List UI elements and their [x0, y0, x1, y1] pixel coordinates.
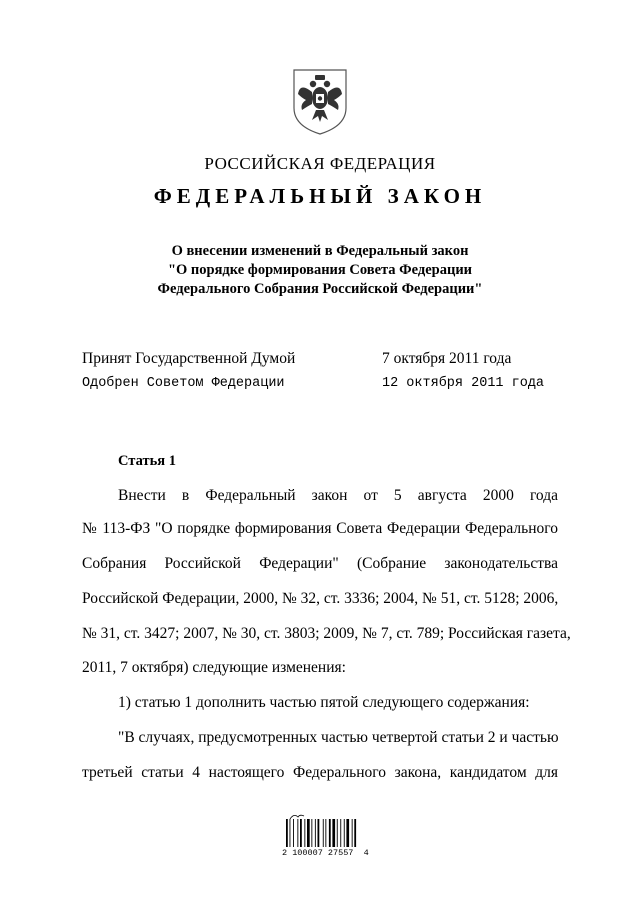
article-line: Собрания Российской Федерации" (Собрание законодательства [82, 555, 558, 572]
article-line: 2011, 7 октября) следующие изменения: [82, 659, 346, 676]
country-heading: РОССИЙСКАЯ ФЕДЕРАЦИЯ [204, 154, 436, 173]
document-type-heading: ФЕДЕРАЛЬНЫЙ ЗАКОН [153, 184, 487, 208]
subject-line: О внесении изменений в Федеральный закон [171, 243, 469, 259]
article-line: третьей статьи 4 настоящего Федерального закона, кандидатом для [82, 764, 558, 781]
article-line: "В случаях, предусмотренных частью четвертой статьи 2 и частью [118, 729, 559, 746]
subject-line: Федерального Собрания Российской Федерации" [157, 281, 483, 297]
article-line: Внести в Федеральный закон от 5 августа 2000 года [118, 487, 558, 504]
subject-line: "О порядке формирования Совета Федерации [167, 262, 473, 278]
article-line: № 31, ст. 3427; 2007, № 30, ст. 3803; 2009, № 7, ст. 789; Российская газета, [82, 625, 571, 642]
law-subject [0, 242, 640, 299]
barcode-number: 2 100007 27557 4 [282, 848, 369, 858]
duma-adoption-label: Принят Государственной Думой [82, 350, 296, 367]
council-approval-label: Одобрен Советом Федерации [82, 376, 285, 391]
article-line: Российской Федерации, 2000, № 32, ст. 3336; 2004, № 51, ст. 5128; 2006, [82, 590, 559, 607]
article-line: № 113-ФЗ "О порядке формирования Совета Федерации Федерального [82, 520, 558, 537]
coat-of-arms-icon [288, 64, 352, 136]
article-title: Статья 1 [118, 453, 176, 469]
article-line: 1) статью 1 дополнить частью пятой следующего содержания: [118, 694, 530, 711]
council-approval-date: 12 октября 2011 года [382, 376, 545, 391]
duma-adoption-date: 7 октября 2011 года [382, 350, 512, 367]
